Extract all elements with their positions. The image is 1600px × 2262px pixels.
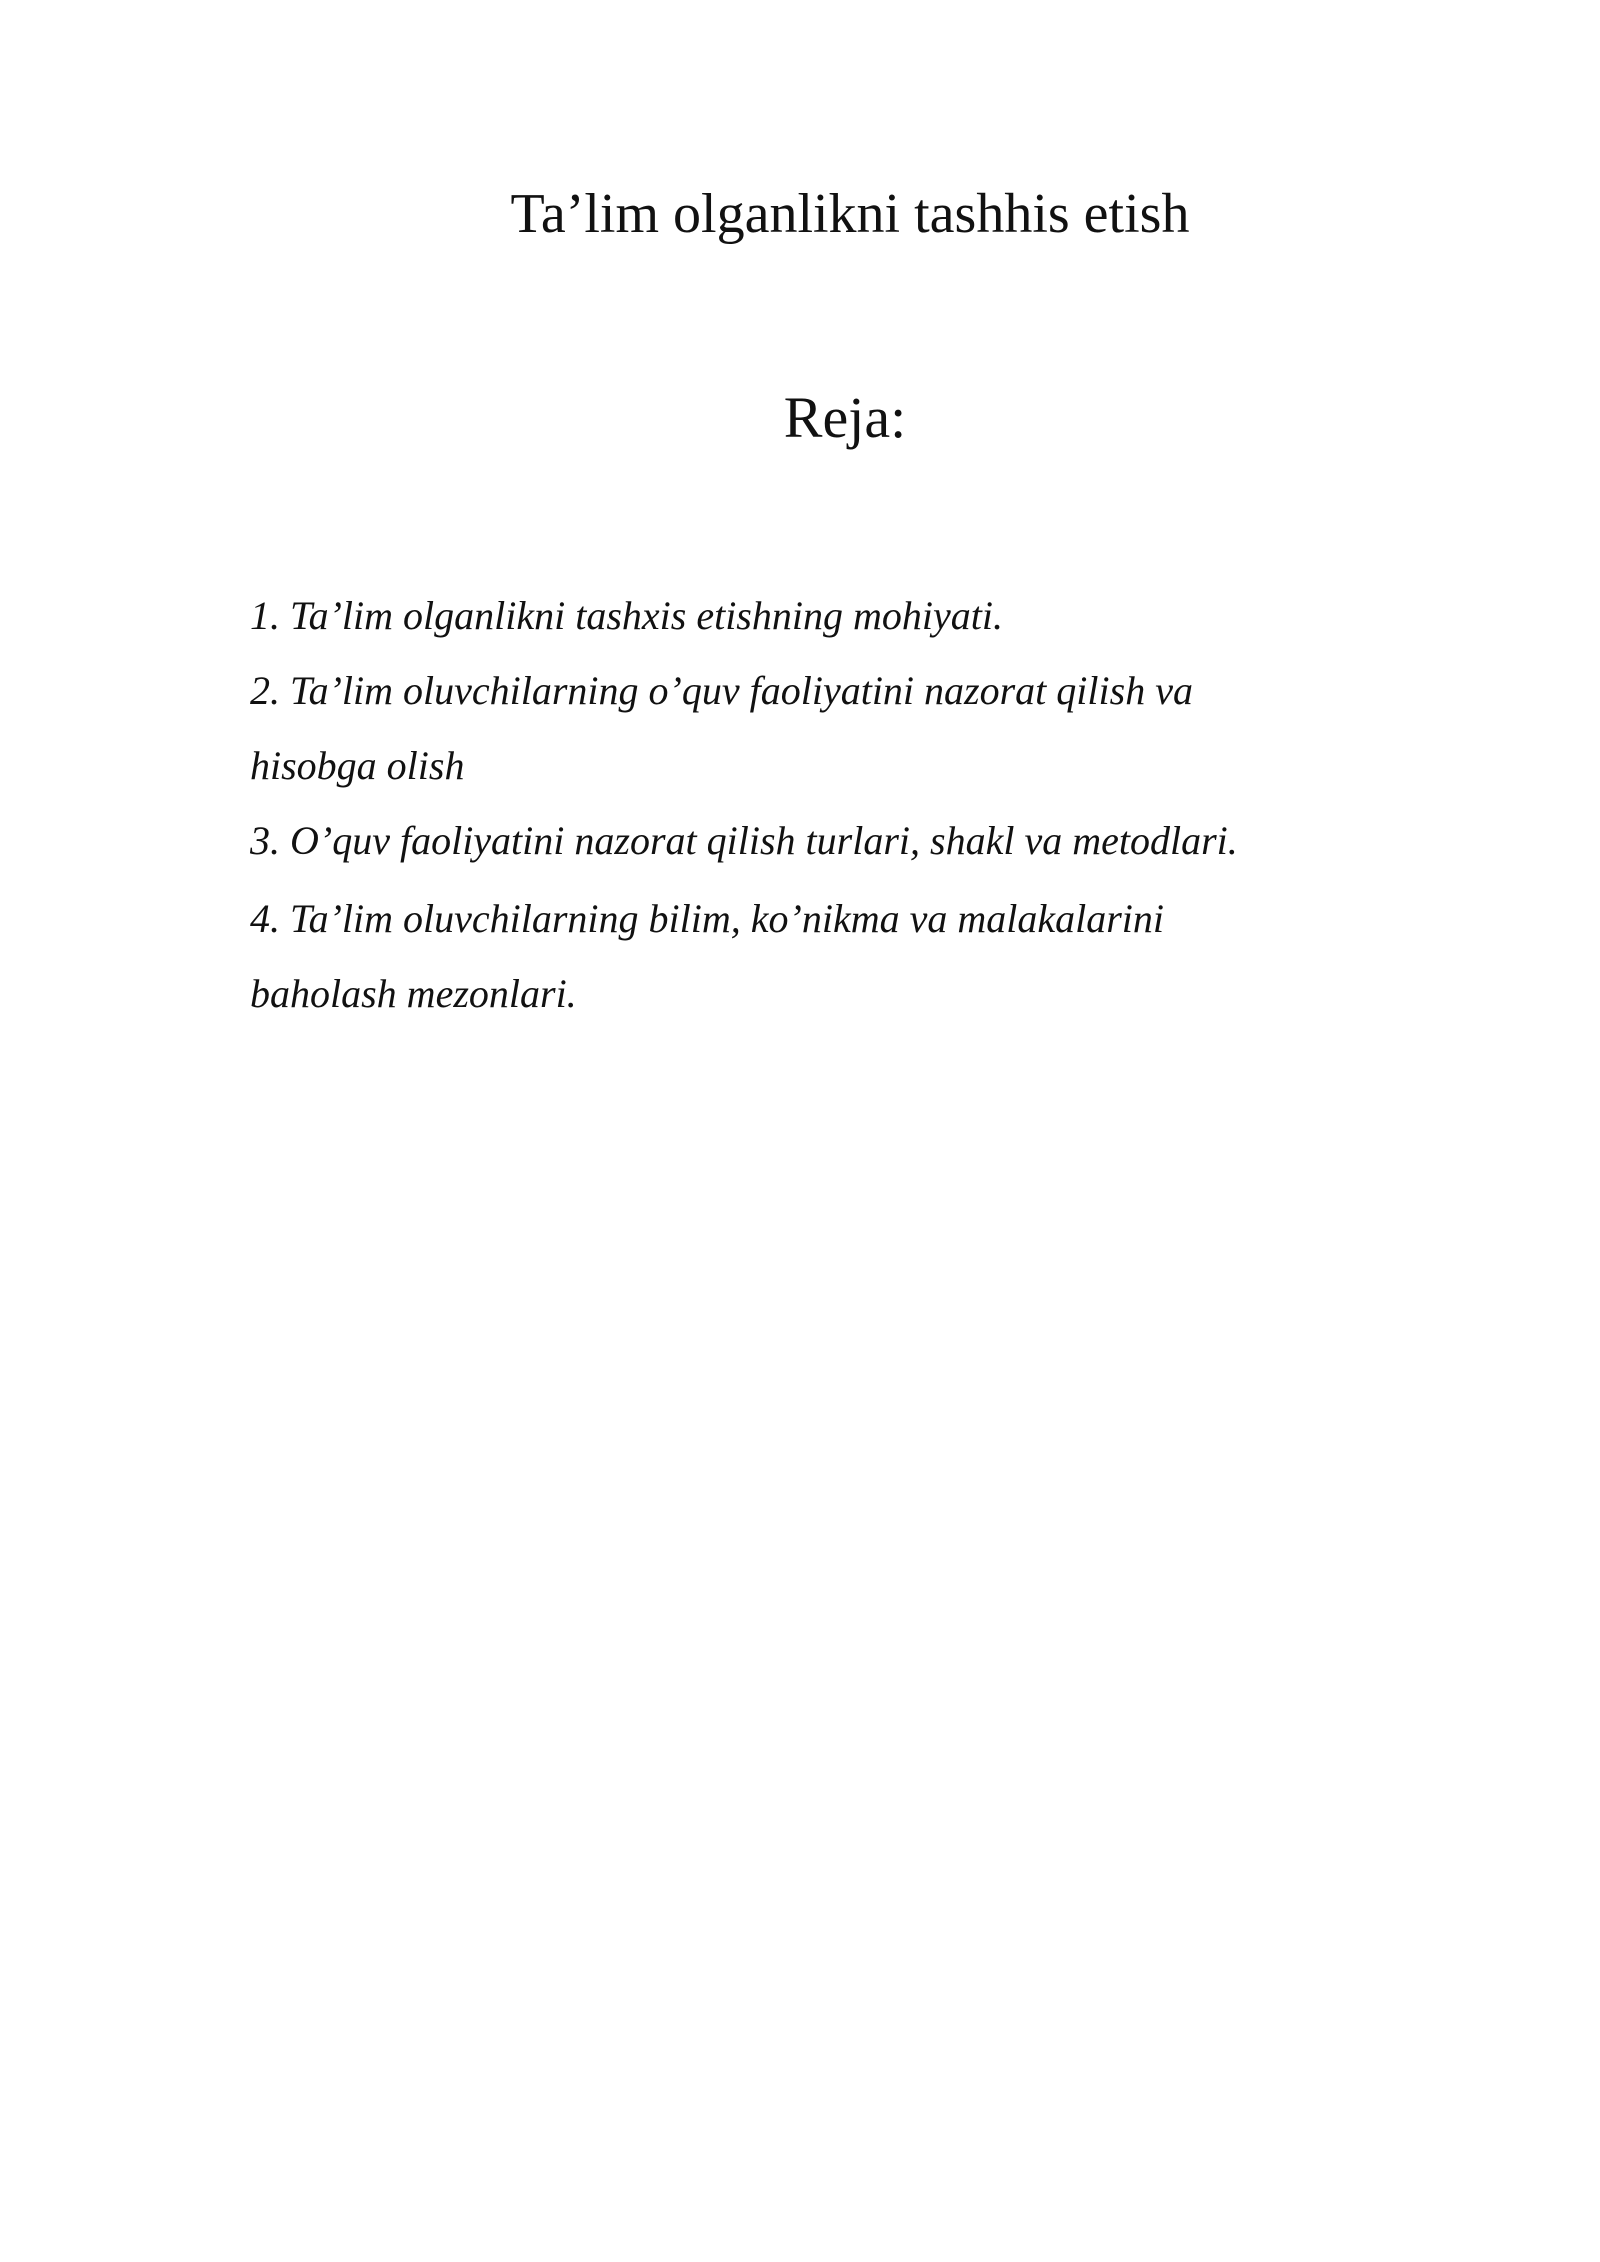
plan-item-line: hisobga olish [250,743,465,788]
document-title: Ta’lim olganlikni tashhis etish [510,183,1190,245]
plan-item [250,653,1350,803]
plan-item-line: 4. Ta’lim oluvchilarning bilim, ko’nikma va malakalarini [250,896,1165,941]
plan-list [250,578,1350,1031]
plan-item-line: 1. Ta’lim olganlikni tashxis etishning mohiyati. [250,593,1003,638]
plan-heading: Reja: [783,385,907,450]
plan-item-line: 3. O’quv faoliyatini nazorat qilish turlari, shakl va metodlari. [250,818,1238,863]
plan-item-line: baholash mezonlari. [250,971,577,1016]
plan-item [250,881,1350,1031]
plan-item [250,803,1350,878]
plan-item-line: 2. Ta’lim oluvchilarning o’quv faoliyatini nazorat qilish va [250,668,1193,713]
plan-item [250,578,1350,653]
